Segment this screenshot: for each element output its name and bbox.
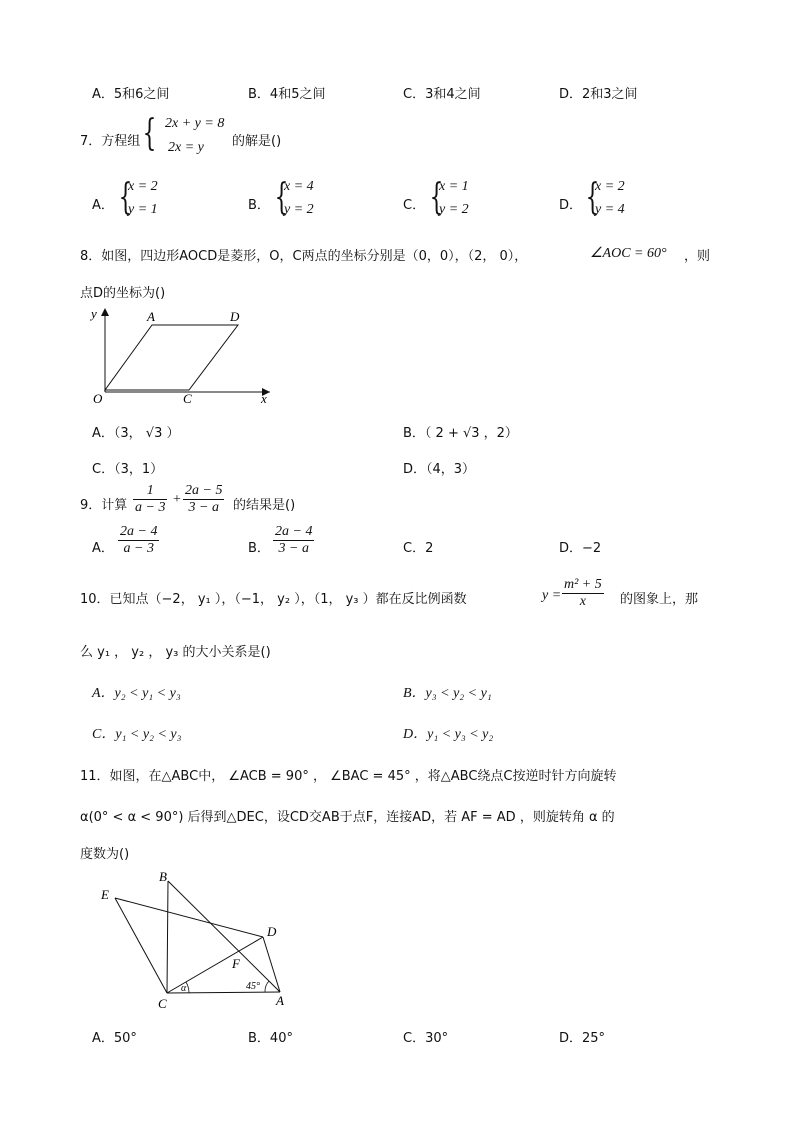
q10-option-b[interactable]: B．y₃ < y₂ < y₁: [403, 686, 492, 701]
q8-line1: 8．如图，四边形AOCD是菱形，O，C两点的坐标分别是（0，0），（2， 0），: [80, 249, 528, 264]
q8-option-c[interactable]: C．（3，1）: [92, 462, 164, 477]
q8-line2: 点D的坐标为(): [80, 286, 166, 301]
q10-option-c[interactable]: C．y₁ < y₂ < y₃: [92, 727, 182, 742]
q8-option-d[interactable]: D．（4，3）: [403, 462, 476, 477]
q11-segment-ed: [115, 898, 263, 937]
q9-f2-den: 3 − a: [188, 500, 219, 515]
q9-plus: +: [173, 492, 181, 507]
q9-fraction-2: [183, 483, 224, 516]
q7-d-line2: y = 4: [595, 202, 625, 217]
q9-a-den: a − 3: [123, 541, 154, 556]
q7-b-line1: x = 4: [284, 179, 314, 194]
q7-eq2: 2x = y: [168, 140, 204, 155]
q10-func-num: m² + 5: [564, 577, 602, 592]
q8-label-x: x: [261, 391, 267, 406]
q6-option-d[interactable]: D．2和3之间: [559, 87, 638, 102]
q11-label-alpha: α: [181, 983, 187, 994]
q11-segment-bc: [167, 881, 168, 993]
q8-label-a: A: [147, 309, 155, 324]
q7-c-line1: x = 1: [439, 179, 469, 194]
q8-option-b[interactable]: B．（ 2 + √3 ，2）: [403, 426, 518, 441]
q7-option-b-label: B．: [248, 198, 270, 213]
q10-func-fraction: [562, 577, 604, 610]
q9-f1-num: 1: [146, 483, 154, 498]
q8-angle: ∠AOC = 60°: [590, 246, 667, 261]
q7-b-line2: y = 2: [284, 202, 314, 217]
q8-line1-end: ，则: [684, 249, 711, 264]
q6-option-c[interactable]: C．3和4之间: [403, 87, 481, 102]
q7-prefix: 7．方程组: [80, 134, 141, 149]
q11-label-b: B: [159, 869, 167, 884]
q11-45-arc: [265, 981, 269, 992]
q9-option-b-label: B．: [248, 541, 270, 556]
q7-eq1: 2x + y = 8: [165, 116, 225, 131]
q6-option-a[interactable]: A．5和6之间: [92, 87, 170, 102]
q9-a-num: 2a − 4: [120, 524, 158, 539]
q11-alpha-arc: [186, 982, 189, 993]
q11-label-a: A: [276, 993, 284, 1008]
q7-option-c-label: C．: [403, 198, 426, 213]
q10-line2: 么 y₁ ， y₂ ， y₃ 的大小关系是(): [80, 645, 271, 660]
q10-option-a[interactable]: A．y₂ < y₁ < y₃: [92, 686, 181, 701]
q11-line2: α(0° < α < 90°) 后得到△DEC，设CD交AB于点F，连接AD，若 AF = AD ，则旋转角 α 的: [80, 810, 615, 825]
q7-option-d-label: D．: [559, 198, 583, 213]
q11-label-e: E: [101, 887, 109, 902]
q8-label-d: D: [230, 309, 240, 324]
q7-a-line2: y = 1: [128, 202, 158, 217]
q11-label-f: F: [232, 956, 240, 971]
q10-line1-b: 的图象上，那: [620, 592, 699, 607]
q10-line1-a: 10．已知点（−2， y₁ ），（−1， y₂ ），（1， y₃ ）都在反比例函数: [80, 592, 467, 607]
q11-option-a[interactable]: A．50°: [92, 1031, 137, 1046]
q9-option-a-label: A．: [92, 541, 114, 556]
q9-option-b-fraction: [273, 524, 314, 557]
q10-option-d[interactable]: D．y₁ < y₃ < y₂: [403, 727, 494, 742]
q11-segment-ec: [115, 898, 167, 993]
q10-func-den: x: [579, 594, 586, 609]
q7-suffix: 的解是(): [232, 134, 282, 149]
q9-f2-num: 2a − 5: [185, 483, 223, 498]
q9-suffix: 的结果是(): [233, 498, 296, 513]
q7-option-a-label: A．: [92, 198, 114, 213]
q9-option-c[interactable]: C．2: [403, 541, 434, 556]
q7-brace: {: [142, 113, 157, 154]
q7-a-line1: x = 2: [128, 179, 158, 194]
q11-line1: 11．如图，在△ABC中， ∠ACB = 90° ， ∠BAC = 45° ，将△ABC绕点C按逆时针方向旋转: [80, 769, 617, 784]
q9-b-num: 2a − 4: [275, 524, 313, 539]
q11-option-b[interactable]: B．40°: [248, 1031, 293, 1046]
q11-label-45: 45°: [246, 981, 260, 992]
q8-rhombus-aocd: [105, 325, 238, 390]
q8-option-a[interactable]: A．（3， √3 ）: [92, 426, 180, 441]
q8-label-o: O: [93, 391, 103, 406]
q11-option-d[interactable]: D．25°: [559, 1031, 606, 1046]
q8-y-arrow-icon: [101, 308, 109, 316]
q9-prefix: 9．计算: [80, 498, 128, 513]
q11-segment-ab: [168, 881, 280, 992]
q9-fraction-1: [133, 483, 167, 516]
q8-figure-rhombus: [85, 302, 285, 407]
q7-d-line1: x = 2: [595, 179, 625, 194]
q9-option-a-fraction: [118, 524, 159, 557]
q9-option-d[interactable]: D．−2: [559, 541, 602, 556]
q8-label-y: y: [91, 306, 97, 321]
q9-f1-den: a − 3: [135, 500, 166, 515]
q9-b-den: 3 − a: [278, 541, 309, 556]
q7-c-line2: y = 2: [439, 202, 469, 217]
q11-figure-rotation: [95, 865, 300, 1015]
q8-label-c: C: [183, 391, 192, 406]
q11-label-c: C: [158, 996, 167, 1011]
q11-line3: 度数为(): [80, 847, 130, 862]
q11-option-c[interactable]: C．30°: [403, 1031, 449, 1046]
q11-label-d: D: [267, 924, 277, 939]
q6-option-b[interactable]: B．4和5之间: [248, 87, 326, 102]
q10-func-lhs: y =: [542, 588, 562, 603]
